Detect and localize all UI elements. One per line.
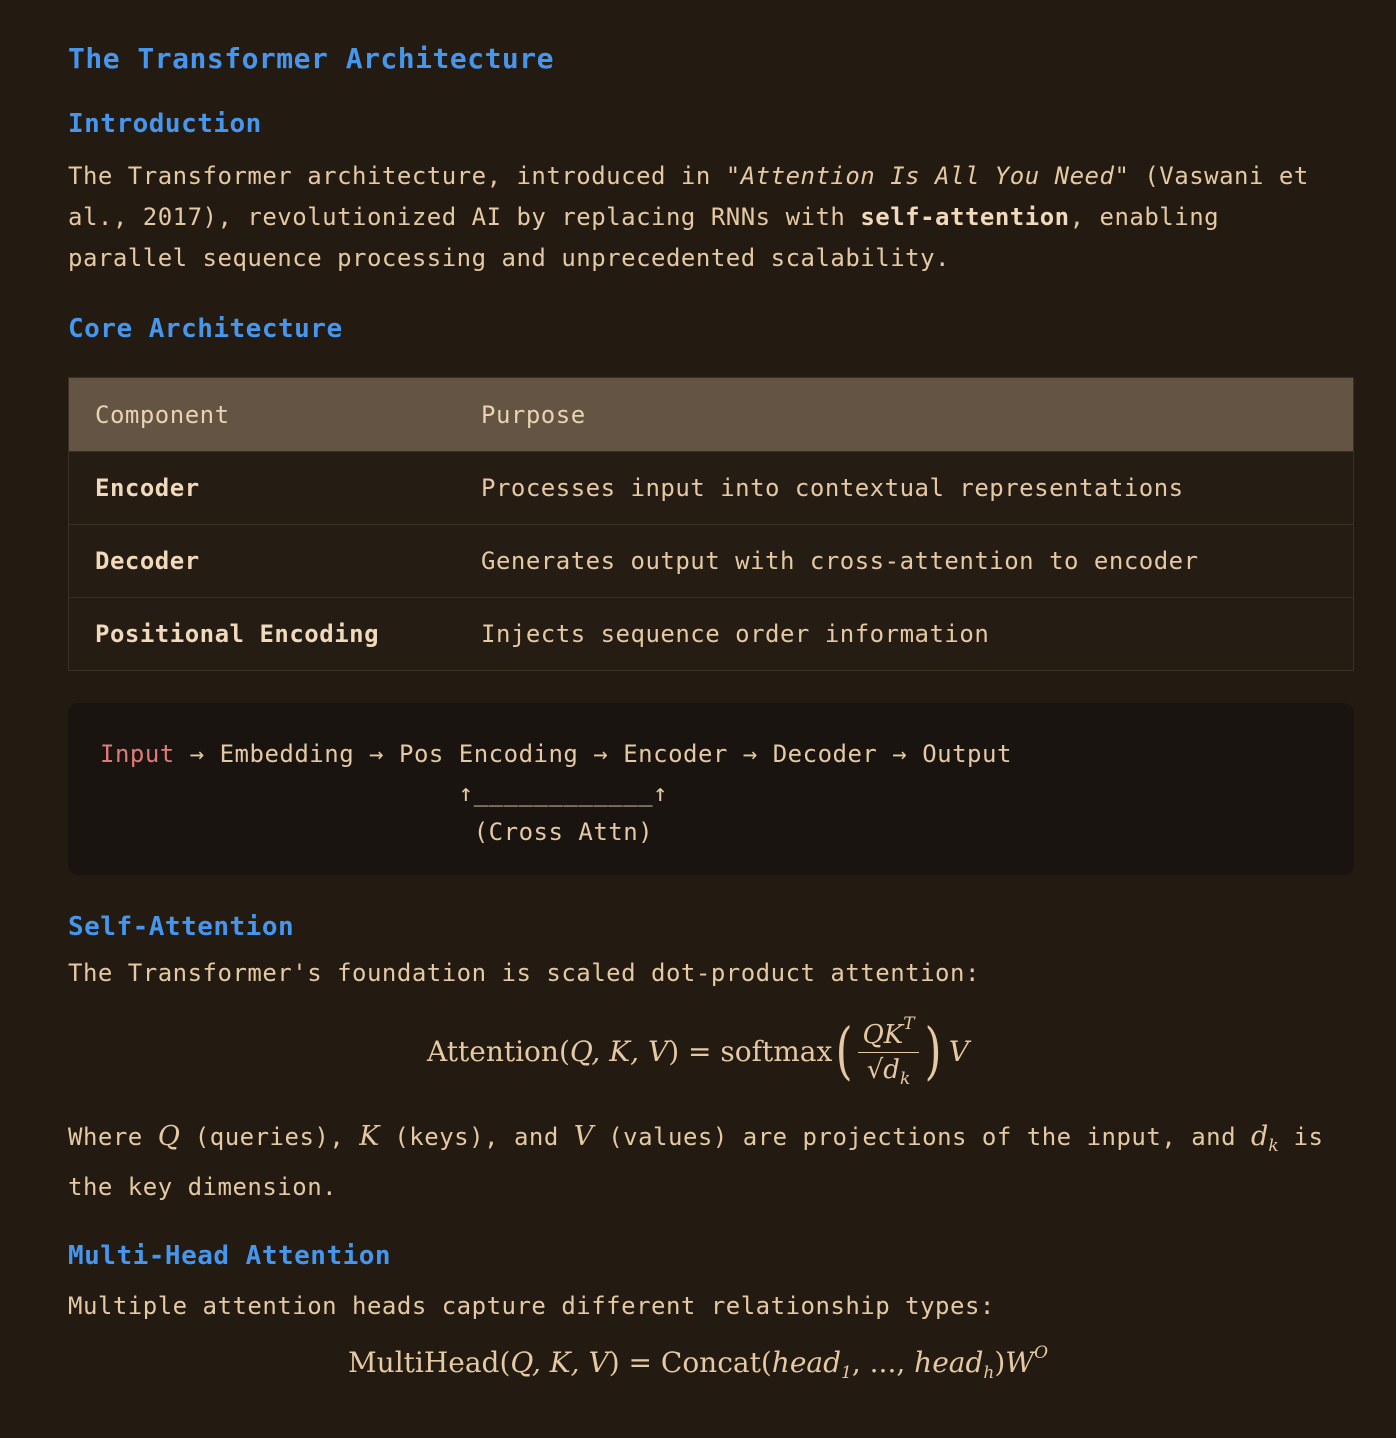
paper-title: "Attention Is All You Need" [725,162,1130,190]
intro-text-c: , enabling parallel sequence processing and unprecedented scalability. [68,203,1220,272]
multihead-formula: MultiHead(Q, K, V) = Concat(head$_1$, ..., $head_h)W^O$ [348,1343,1048,1383]
header-component: Component [69,378,456,452]
intro-text-a: The Transformer architecture, introduced in [68,162,726,190]
purpose-cell: Processes input into contextual representations [455,452,1354,525]
code-line-2: ↑____________↑ [100,779,669,807]
formula-eq: ) = softmax [668,1034,833,1068]
purpose-cell: Generates output with cross-attention to encoder [455,525,1354,598]
table-header-row [69,378,1354,452]
multi-head-heading: Multi-Head Attention [68,1241,392,1271]
code-keyword: Input [100,740,175,768]
formula-args: Q, K, V [569,1034,669,1068]
left-paren: ( [835,1014,853,1087]
code-line-1 [100,735,1354,774]
introduction-heading: Introduction [68,109,262,139]
code-line-1-rest: → Embedding → Pos Encoding → Encoder → Decoder → Output [174,740,1012,768]
table-row [69,598,1354,671]
components-table [68,377,1354,671]
var-k: K [359,1121,380,1152]
where-paragraph: Where Q (queries), K (keys), and V (values) are projections of the input, and $d_k$ is the key dimension. [68,1121,1324,1201]
right-paren: ) [924,1014,942,1087]
var-v: V [573,1121,594,1152]
formula-lhs: Attention( [427,1034,570,1068]
introduction-paragraph [68,156,1328,279]
var-dk: $d_k$ [1251,1121,1279,1156]
fraction-numerator: $QK^T$ [858,1014,918,1053]
page-title: The Transformer Architecture [68,42,555,75]
self-attention-paragraph: The Transformer's foundation is scaled dot-product attention: [68,959,980,987]
table-row [69,452,1354,525]
formula-rhs: V [948,1034,969,1068]
purpose-cell: Injects sequence order information [455,598,1354,671]
intro-text-b: (Vaswani et al., 2017), revolutionized AI by replacing RNNs with [68,162,1309,231]
fraction [858,1014,918,1089]
multi-head-paragraph: Multiple attention heads capture different relationship types: [68,1292,995,1320]
header-purpose: Purpose [455,378,1354,452]
self-attention-heading: Self-Attention [68,912,295,942]
fraction-denominator: $√d_k$ [866,1054,911,1089]
attention-formula [68,1008,1328,1094]
var-q: Q [157,1121,180,1152]
table-row [69,525,1354,598]
component-cell: Decoder [95,547,200,575]
code-line-3: (Cross Attn) [100,818,654,846]
pipeline-code-block [68,703,1354,875]
core-architecture-heading: Core Architecture [68,314,343,344]
component-cell: Positional Encoding [95,620,380,648]
self-attention-term: self-attention [860,203,1070,231]
component-cell: Encoder [95,474,200,502]
